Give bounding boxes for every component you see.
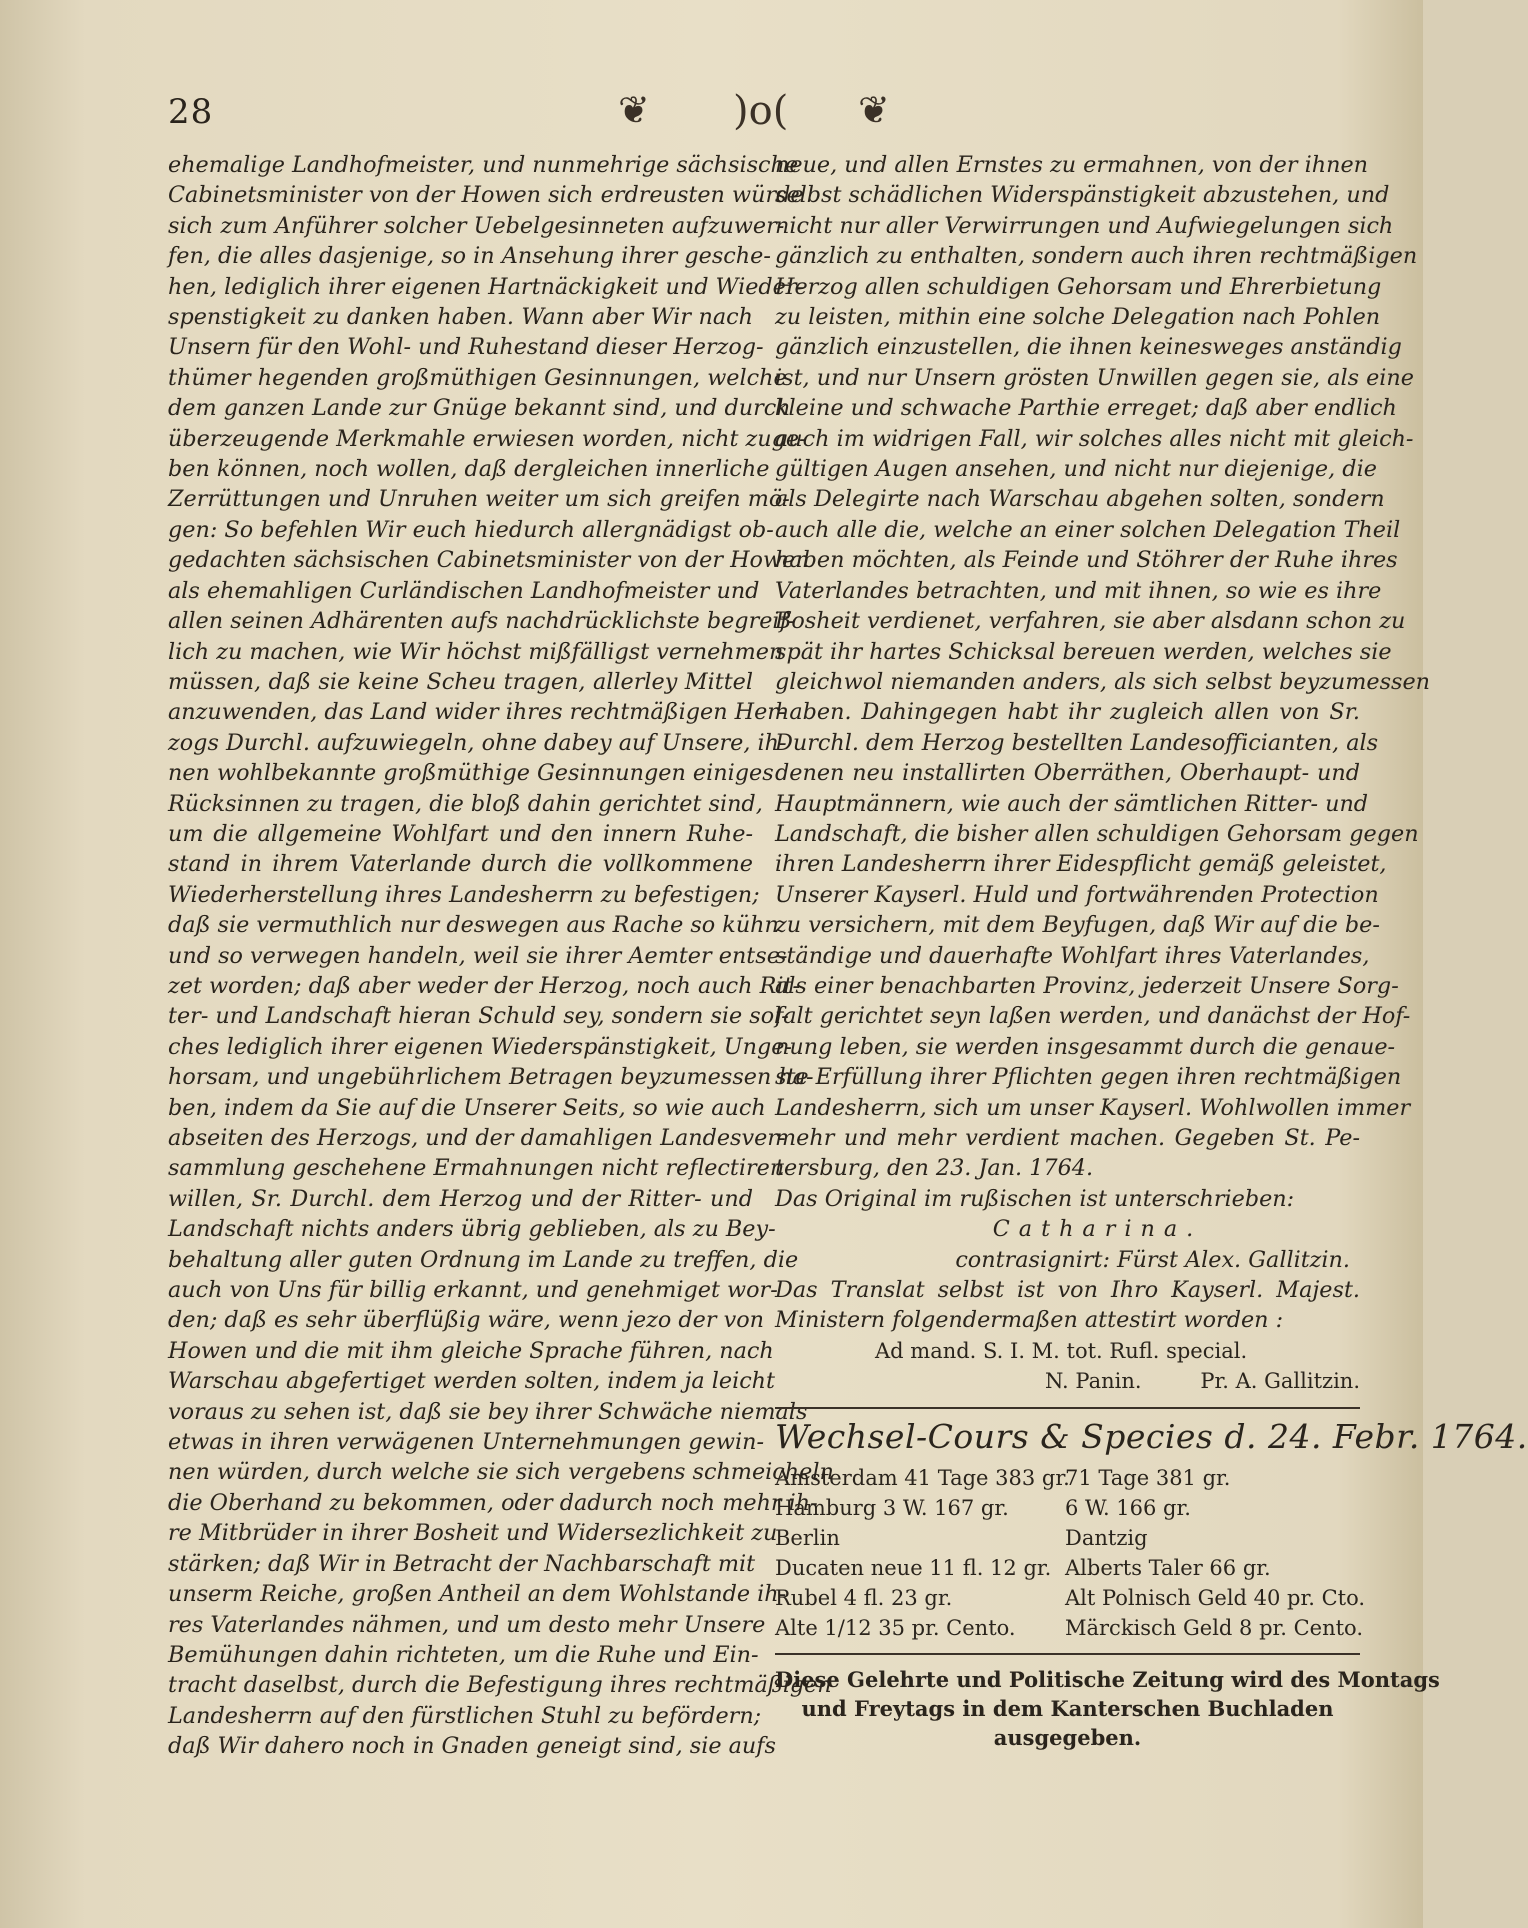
right-column-line: Hauptmännern, wie auch der sämtlichen Ritter- und bbox=[775, 790, 1369, 817]
left-column-line: ehemalige Landhofmeister, und nunmehrige sächsische bbox=[168, 152, 799, 178]
left-column-line: Wiederherstellung ihres Landesherrn zu befestigen; bbox=[168, 881, 760, 908]
attest-right-name: Pr. A. Gallitzin. bbox=[1200, 1369, 1360, 1394]
attest-left-name: N. Panin. bbox=[1045, 1369, 1142, 1394]
right-column-line: als Delegirte nach Warschau abgehen solten, sondern bbox=[775, 486, 1385, 513]
countersign-line: contrasignirt: Fürst Alex. Gallitzin. bbox=[955, 1246, 1350, 1273]
right-column-line: mehr und mehr verdient machen. Gegeben St. Pe- bbox=[775, 1125, 1360, 1151]
right-column-line: ihren Landesherrn ihrer Eidespflicht gemäß geleistet, bbox=[775, 851, 1387, 878]
right-column-line: Bosheit verdienet, verfahren, sie aber alsdann schon zu bbox=[775, 608, 1406, 635]
right-column-line: Durchl. dem Herzog bestellten Landesofficianten, als bbox=[775, 729, 1379, 756]
left-column-line: ben können, noch wollen, daß dergleichen innerliche bbox=[168, 456, 770, 483]
left-column-line: Bemühungen dahin richteten, um die Ruhe und Ein- bbox=[168, 1641, 759, 1668]
exchange-table bbox=[775, 1463, 1366, 1643]
left-column-line: lich zu machen, wie Wir höchst mißfälligst vernehmen bbox=[168, 638, 784, 665]
ornament-left-icon: ❦ bbox=[618, 88, 650, 132]
right-column-line: ständige und dauerhafte Wohlfart ihres Vaterlandes, bbox=[775, 942, 1370, 969]
right-column-line: zu leisten, mithin eine solche Delegation nach Pohlen bbox=[775, 304, 1381, 331]
exchange-cell: Hamburg 3 W. 167 gr. bbox=[775, 1495, 1009, 1520]
exchange-cell: Alt Polnisch Geld 40 pr. Cto. bbox=[1065, 1585, 1366, 1610]
right-column-line: denen neu installirten Oberräthen, Oberhaupt- und bbox=[775, 760, 1360, 787]
left-column-line: willen, Sr. Durchl. dem Herzog und der Ritter- und bbox=[168, 1185, 753, 1212]
left-column-line: voraus zu sehen ist, daß sie bey ihrer Schwäche niemals bbox=[168, 1398, 808, 1425]
right-column bbox=[775, 150, 1528, 1661]
right-column-line: als einer benachbarten Provinz, jederzeit Unsere Sorg- bbox=[775, 972, 1399, 999]
exchange-cell: Alte 1/12 35 pr. Cento. bbox=[775, 1615, 1016, 1640]
right-column-line: Unserer Kayserl. Huld und fortwährenden Protection bbox=[775, 881, 1379, 908]
right-column-line: Landschaft, die bisher allen schuldigen Gehorsam gegen bbox=[775, 820, 1419, 847]
left-column-line: gen: So befehlen Wir euch hiedurch allergnädigst ob- bbox=[168, 516, 774, 543]
section-divider bbox=[775, 1407, 1360, 1409]
left-column-line: ter- und Landschaft hieran Schuld sey, sondern sie sol- bbox=[168, 1003, 789, 1030]
page-header bbox=[168, 88, 1368, 148]
signature-block bbox=[775, 1184, 1360, 1397]
left-column-line: Zerrüttungen und Unruhen weiter um sich greifen mö- bbox=[168, 486, 790, 513]
right-column-line: gültigen Augen ansehen, und nicht nur diejenige, die bbox=[775, 456, 1377, 483]
left-column-line: Unsern für den Wohl- und Ruhestand dieser Herzog- bbox=[168, 334, 764, 361]
left-column-line: zet worden; daß aber weder der Herzog, noch auch Rit- bbox=[168, 972, 800, 999]
right-column-line: ist, und nur Unsern grösten Unwillen gegen sie, als eine bbox=[775, 364, 1414, 391]
left-column-line: Rücksinnen zu tragen, die bloß dahin gerichtet sind, bbox=[168, 790, 763, 817]
original-note: Das Original im rußischen ist unterschrieben: bbox=[775, 1185, 1295, 1212]
page-number: 28 bbox=[168, 92, 214, 132]
right-column-line: kleine und schwache Parthie erreget; daß aber endlich bbox=[775, 395, 1397, 422]
left-column-line: Landschaft nichts anders übrig geblieben, als zu Bey- bbox=[168, 1216, 776, 1243]
right-column-line: neue, und allen Ernstes zu ermahnen, von der ihnen bbox=[775, 152, 1369, 178]
exchange-cell: Märckisch Geld 8 pr. Cento. bbox=[1065, 1615, 1364, 1640]
exchange-section bbox=[775, 1415, 1528, 1643]
right-column-line: falt gerichtet seyn laßen werden, und danächst der Hof- bbox=[775, 1003, 1411, 1030]
left-column-line: hen, lediglich ihrer eigenen Hartnäckigkeit und Wieder- bbox=[168, 273, 805, 300]
right-column-text bbox=[775, 150, 1431, 1184]
exchange-cell: Amsterdam 41 Tage 383 gr. bbox=[775, 1465, 1070, 1490]
left-column-line: abseiten des Herzogs, und der damahligen Landesver- bbox=[168, 1125, 786, 1151]
left-column-line: tracht daselbst, durch die Befestigung ihres rechtmäßigen bbox=[168, 1672, 832, 1699]
left-column-line: Howen und die mit ihm gleiche Sprache führen, nach bbox=[168, 1337, 774, 1364]
exchange-cell: Rubel 4 fl. 23 gr. bbox=[775, 1585, 953, 1610]
left-column-line: fen, die alles dasjenige, so in Ansehung ihrer gesche- bbox=[168, 243, 771, 270]
left-column-line: stand in ihrem Vaterlande durch die vollkommene bbox=[168, 851, 753, 878]
right-column-line: haben möchten, als Feinde und Stöhrer der Ruhe ihres bbox=[775, 547, 1398, 574]
left-column-line: sammlung geschehene Ermahnungen nicht reflectiren bbox=[168, 1155, 785, 1182]
left-column-line: behaltung aller guten Ordnung im Lande zu treffen, die bbox=[168, 1246, 799, 1273]
left-column-line: re Mitbrüder in ihrer Bosheit und Widersezlichkeit zu bbox=[168, 1520, 778, 1547]
translation-note-2: Ministern folgendermaßen attestirt worden : bbox=[775, 1307, 1284, 1334]
exchange-cell: Ducaten neue 11 fl. 12 gr. bbox=[775, 1555, 1052, 1580]
left-column-line: die Oberhand zu bekommen, oder dadurch noch mehr ih- bbox=[168, 1489, 818, 1516]
left-column-line: dem ganzen Lande zur Gnüge bekannt sind, und durch bbox=[168, 395, 791, 422]
right-column-line: spät ihr hartes Schicksal bereuen werden, welches sie bbox=[775, 638, 1392, 665]
left-column-line: res Vaterlandes nähmen, und um desto mehr Unsere bbox=[168, 1611, 766, 1638]
right-column-line: gleichwol niemanden anders, als sich selbst beyzumessen bbox=[775, 668, 1431, 695]
left-column-line: Landesherrn auf den fürstlichen Stuhl zu befördern; bbox=[168, 1702, 762, 1729]
exchange-cell: Alberts Taler 66 gr. bbox=[1065, 1555, 1271, 1580]
attest-signatories bbox=[775, 1366, 1360, 1396]
left-column-line: unserm Reiche, großen Antheil an dem Wohlstande ih- bbox=[168, 1581, 787, 1608]
left-column-line: um die allgemeine Wohlfart und den innern Ruhe- bbox=[168, 820, 753, 847]
notice-line: und Freytags in dem Kanterschen Buchladen bbox=[801, 1696, 1334, 1721]
left-column-line: daß sie vermuthlich nur deswegen aus Rache so kühn bbox=[168, 912, 779, 939]
left-column-line: gedachten sächsischen Cabinetsminister von der Howen bbox=[168, 547, 810, 574]
right-column-line: zu versichern, mit dem Beyfugen, daß Wir auf die be- bbox=[775, 912, 1380, 939]
left-column-line: Warschau abgefertiget werden solten, indem ja leicht bbox=[168, 1368, 776, 1395]
attest-line: Ad mand. S. I. M. tot. Rufl. special. bbox=[875, 1338, 1248, 1363]
right-column-line: haben. Dahingegen habt ihr zugleich allen von Sr. bbox=[775, 699, 1360, 726]
signature-name: Catharina. bbox=[992, 1216, 1203, 1243]
left-column-line: Cabinetsminister von der Howen sich erdreusten würde bbox=[168, 182, 804, 209]
left-column-line: und so verwegen handeln, weil sie ihrer Aemter entse- bbox=[168, 942, 788, 969]
ornament-center-icon: )o( bbox=[733, 88, 789, 134]
right-column-line: ste Erfüllung ihrer Pflichten gegen ihren rechtmäßigen bbox=[775, 1064, 1402, 1091]
right-column-line: nung leben, sie werden insgesammt durch die genaue- bbox=[775, 1033, 1396, 1060]
left-column-line: nen würden, durch welche sie sich vergebens schmeicheln bbox=[168, 1459, 834, 1486]
left-column-line: allen seinen Adhärenten aufs nachdrücklichste begreif- bbox=[168, 608, 795, 635]
left-column-line: anzuwenden, das Land wider ihres rechtmäßigen Her- bbox=[168, 699, 786, 726]
left-column-line: etwas in ihren verwägenen Unternehmungen gewin- bbox=[168, 1429, 764, 1456]
right-column-line: auch alle die, welche an einer solchen Delegation Theil bbox=[775, 516, 1401, 543]
left-column-line: den; daß es sehr überflüßig wäre, wenn jezo der von bbox=[168, 1307, 765, 1334]
translation-note-1: Das Translat selbst ist von Ihro Kayserl. Majest. bbox=[775, 1277, 1360, 1304]
left-column-line: thümer hegenden großmüthigen Gesinnungen, welche bbox=[168, 364, 787, 391]
left-column-line: zogs Durchl. aufzuwiegeln, ohne dabey auf Unsere, ih- bbox=[168, 729, 787, 756]
exchange-cell: Dantzig bbox=[1065, 1525, 1148, 1550]
left-column-line: ches lediglich ihrer eigenen Wiederspänstigkeit, Unge- bbox=[168, 1033, 792, 1060]
section-divider-2 bbox=[775, 1653, 1360, 1655]
exchange-cell: 71 Tage 381 gr. bbox=[1065, 1465, 1231, 1490]
right-column-line: selbst schädlichen Widerspänstigkeit abzustehen, und bbox=[775, 182, 1390, 209]
ornament-right-icon: ❦ bbox=[858, 88, 890, 132]
exchange-cell: 6 W. 166 gr. bbox=[1065, 1495, 1191, 1520]
right-column-line: tersburg, den 23. Jan. 1764. bbox=[775, 1155, 1094, 1182]
notice-line: ausgegeben. bbox=[993, 1725, 1142, 1750]
left-column-line: nen wohlbekannte großmüthige Gesinnungen einiges bbox=[168, 760, 774, 787]
left-column-line: sich zum Anführer solcher Uebelgesinneten aufzuwer- bbox=[168, 212, 785, 239]
left-column-line: als ehemahligen Curländischen Landhofmeister und bbox=[168, 577, 760, 604]
left-column-line: spenstigkeit zu danken haben. Wann aber Wir nach bbox=[168, 304, 753, 331]
exchange-title: Wechsel-Cours & Species d. 24. Febr. 1764. bbox=[775, 1416, 1528, 1456]
left-column-line: auch von Uns für billig erkannt, und genehmiget wor- bbox=[168, 1277, 778, 1304]
right-column-line: Herzog allen schuldigen Gehorsam und Ehrerbietung bbox=[775, 273, 1382, 300]
left-column-line: überzeugende Merkmahle erwiesen worden, nicht zuge- bbox=[168, 425, 807, 452]
exchange-cell: Berlin bbox=[775, 1525, 840, 1550]
notice-line: Diese Gelehrte und Politische Zeitung wird des Montags bbox=[775, 1667, 1440, 1692]
left-column-line: daß Wir dahero noch in Gnaden geneigt sind, sie aufs bbox=[168, 1733, 776, 1760]
right-column-line: Landesherrn, sich um unser Kayserl. Wohlwollen immer bbox=[775, 1094, 1411, 1121]
right-column-line: gänzlich einzustellen, die ihnen keinesweges anständig bbox=[775, 334, 1402, 361]
right-column-line: nicht nur aller Verwirrungen und Aufwiegelungen sich bbox=[775, 212, 1394, 239]
left-column-line: stärken; daß Wir in Betracht der Nachbarschaft mit bbox=[168, 1550, 756, 1577]
right-column-line: auch im widrigen Fall, wir solches alles nicht mit gleich- bbox=[775, 425, 1414, 452]
left-column-line: horsam, und ungebührlichem Betragen beyzumessen ha- bbox=[168, 1064, 814, 1091]
publication-notice bbox=[775, 1665, 1440, 1752]
right-column-line: Vaterlandes betrachten, und mit ihnen, so wie es ihre bbox=[775, 577, 1382, 604]
left-column-line: ben, indem da Sie auf die Unserer Seits, so wie auch bbox=[168, 1094, 766, 1121]
right-column-line: gänzlich zu enthalten, sondern auch ihren rechtmäßigen bbox=[775, 243, 1418, 270]
left-column-line: müssen, daß sie keine Scheu tragen, allerley Mittel bbox=[168, 668, 753, 695]
